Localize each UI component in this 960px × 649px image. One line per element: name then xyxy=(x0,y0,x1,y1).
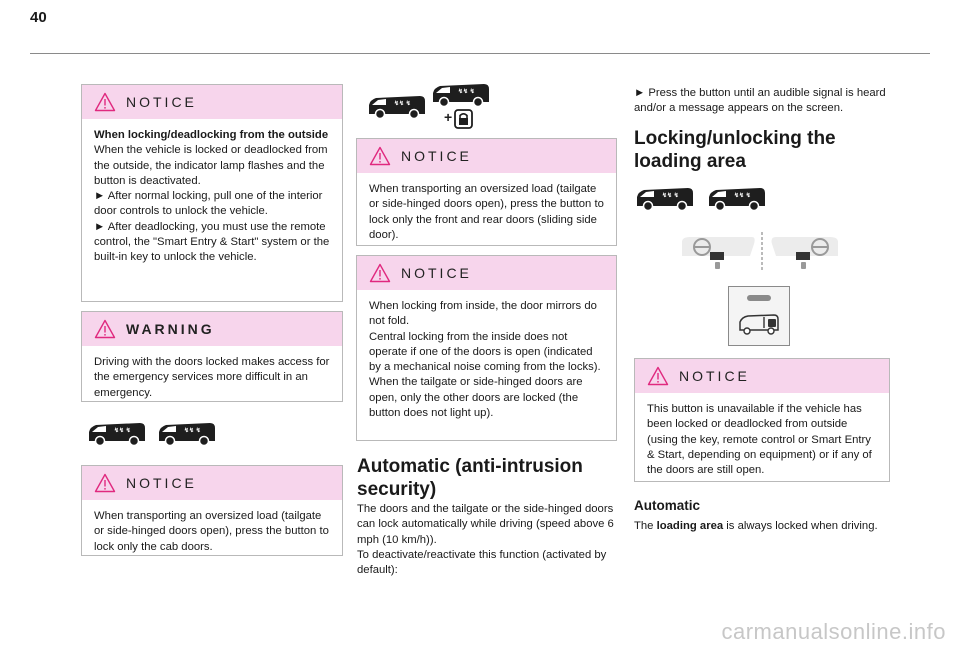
text-segment: The xyxy=(634,520,657,532)
notice-line: ► After normal locking, pull one of the interior door controls to unlock the vehicle. xyxy=(94,190,323,218)
notice-text: When transporting an oversized load (tailgate or side-hinged doors open), press the button to lock only the front and rear doors (sliding side door). xyxy=(369,183,604,241)
van-icons-group xyxy=(360,82,500,130)
notice-box-cab-doors xyxy=(81,465,343,556)
notice-header xyxy=(357,139,616,173)
van-icon xyxy=(634,186,696,212)
notice-heading: When locking/deadlocking from the outside xyxy=(94,129,329,141)
van-icon xyxy=(706,186,768,212)
notice-line: When the vehicle is locked or deadlocked from the outside, the indicator lamp flashes and the button is deactivated. xyxy=(94,144,328,187)
text-segment: is always locked when driving. xyxy=(723,520,878,532)
van-icon xyxy=(86,421,148,447)
paragraph: The doors and the tailgate or the side-hinged doors can lock automatically while driving (speed above 6 mph (10 km/h)). xyxy=(357,503,614,546)
notice-body xyxy=(635,393,889,486)
van-icon xyxy=(366,94,428,120)
notice-body xyxy=(82,119,342,274)
van-icon xyxy=(430,82,492,108)
warning-triangle-icon xyxy=(369,146,391,166)
notice-body xyxy=(357,173,616,251)
notice-header xyxy=(357,256,616,290)
warning-box xyxy=(81,311,343,402)
notice-title: NOTICE xyxy=(401,148,472,164)
notice-header xyxy=(82,466,342,500)
notice-line: ► After deadlocking, you must use the remote control, the "Smart Entry & Start" system or the built-in key to unlock the vehicle. xyxy=(94,220,330,264)
warning-triangle-icon xyxy=(369,263,391,283)
svg-text:+: + xyxy=(444,109,453,125)
text-segment-bold: loading area xyxy=(656,520,724,532)
header-rule xyxy=(30,53,930,54)
section-title-automatic: Automatic (anti-intrusion security) xyxy=(357,456,583,500)
notice-box-locking-outside xyxy=(81,84,343,302)
notice-title: NOTICE xyxy=(126,475,197,491)
warning-text: Driving with the doors locked makes access for the emergency services more difficult in an emergency. xyxy=(94,356,330,399)
van-icons-group xyxy=(634,186,768,217)
paragraph: To deactivate/reactivate this function (activated by default): xyxy=(357,549,607,577)
notice-box-locking-inside xyxy=(356,255,617,441)
warning-body xyxy=(82,346,342,409)
section-title-loading-area: Locking/unlocking the loading area xyxy=(634,128,836,172)
warning-triangle-icon xyxy=(647,366,669,386)
dashboard-button-location-diagram xyxy=(678,232,842,272)
notice-title: NOTICE xyxy=(679,368,750,384)
warning-triangle-icon xyxy=(94,319,116,339)
notice-body xyxy=(357,290,616,429)
notice-line: When the tailgate or side-hinged doors are open, only the other doors are locked (the button does not light up). xyxy=(369,376,583,420)
watermark: carmanualsonline.info xyxy=(721,619,946,644)
notice-text: When transporting an oversized load (tailgate or side-hinged doors open), press the button to lock only the cab doors. xyxy=(94,510,329,553)
notice-header xyxy=(635,359,889,393)
notice-box-button-unavailable xyxy=(634,358,890,482)
notice-title: NOTICE xyxy=(401,265,472,281)
notice-box-front-rear-doors xyxy=(356,138,617,246)
warning-triangle-icon xyxy=(94,473,116,493)
warning-header xyxy=(82,312,342,346)
notice-line: Central locking from the inside does not operate if one of the doors is open (indicated by a mechanical noise coming from the locks). xyxy=(369,330,601,374)
van-icons-group xyxy=(86,421,218,452)
loading-area-lock-button-icon xyxy=(728,286,790,346)
warning-title: WARNING xyxy=(126,321,215,337)
notice-text: This button is unavailable if the vehicle has been locked or deadlocked from outside (using the key, remote control or Smart Entry & Start, depending on equipment) or if any of the doors are still open. xyxy=(647,403,872,477)
notice-body xyxy=(82,500,342,563)
notice-line: When locking from inside, the door mirrors do not fold. xyxy=(369,300,597,328)
automatic-text xyxy=(634,519,896,534)
notice-title: NOTICE xyxy=(126,94,197,110)
page-number: 40 xyxy=(30,9,47,26)
warning-triangle-icon xyxy=(94,92,116,112)
subheading-automatic: Automatic xyxy=(634,498,701,513)
instruction-text: ► Press the button until an audible signal is heard and/or a message appears on the screen. xyxy=(634,87,886,115)
notice-header xyxy=(82,85,342,119)
lock-button-icon xyxy=(444,107,474,131)
van-icon xyxy=(156,421,218,447)
